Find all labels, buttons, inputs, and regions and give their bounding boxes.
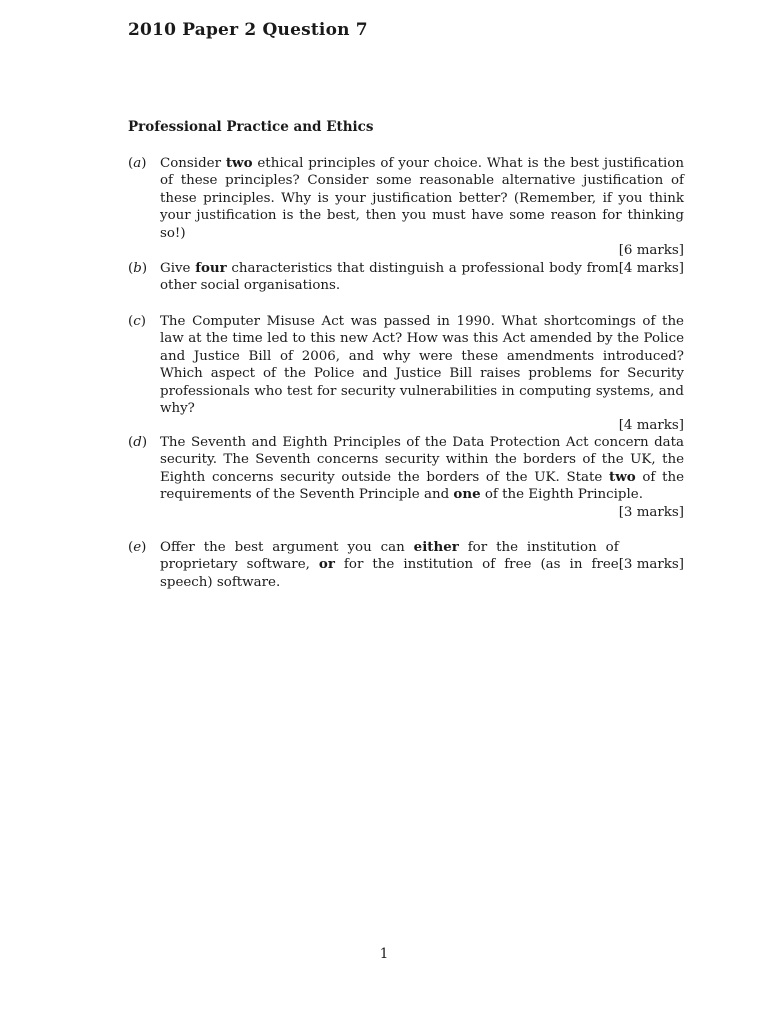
question-marks: [4 marks] (618, 418, 684, 434)
question-c (128, 313, 684, 435)
question-marks: [3 marks] (618, 504, 684, 520)
question-text: [4 marks] Give four characteristics that distinguish a professional body from other social organisations. (160, 260, 684, 294)
question-marks: [3 marks] (618, 557, 684, 573)
question-marks: [6 marks] (618, 243, 684, 259)
question-letter: (c) (128, 314, 146, 329)
page-title: 2010 Paper 2 Question 7 (128, 20, 368, 40)
question-letter: (a) (128, 156, 147, 171)
question-text: The Computer Misuse Act was passed in 1990. What shortcomings of the law at the time led to this new Act? How was this Act amended by the Police and Justice Bill of 2006, and why were these amendments introduced? Which aspect of the Police and Justice Bill raises problems for Security professionals who test for security vulnerabilities in computing systems, and why? (160, 314, 684, 417)
question-letter: (e) (128, 540, 147, 555)
question-text: [3 marks] Offer the best argument you can either for the institution of proprietary software, or for the institution of free (as in free speech) software. (160, 539, 684, 590)
question-text: Consider two ethical principles of your choice. What is the best justification of these principles? Consider some reasonable alternative justification of these principles. Why is your justification better? (Remember, if you think your justification is the best, then you must have some reason for thinking so!) (160, 155, 684, 241)
question-a (128, 155, 684, 259)
question-text: The Seventh and Eighth Principles of the Data Protection Act concern data security. The Seventh concerns security within the borders of the UK, the Eighth concerns security outside the borders of the UK. State two of the requirements of the Seventh Principle and one of the Eighth Principle. (160, 435, 684, 503)
section-title: Professional Practice and Ethics (128, 119, 374, 135)
page-number: 1 (379, 946, 389, 962)
question-e (128, 539, 684, 591)
question-d (128, 434, 684, 521)
question-marks: [4 marks] (618, 261, 684, 276)
question-letter: (b) (128, 261, 148, 276)
question-b (128, 260, 684, 295)
question-letter: (d) (128, 435, 148, 450)
